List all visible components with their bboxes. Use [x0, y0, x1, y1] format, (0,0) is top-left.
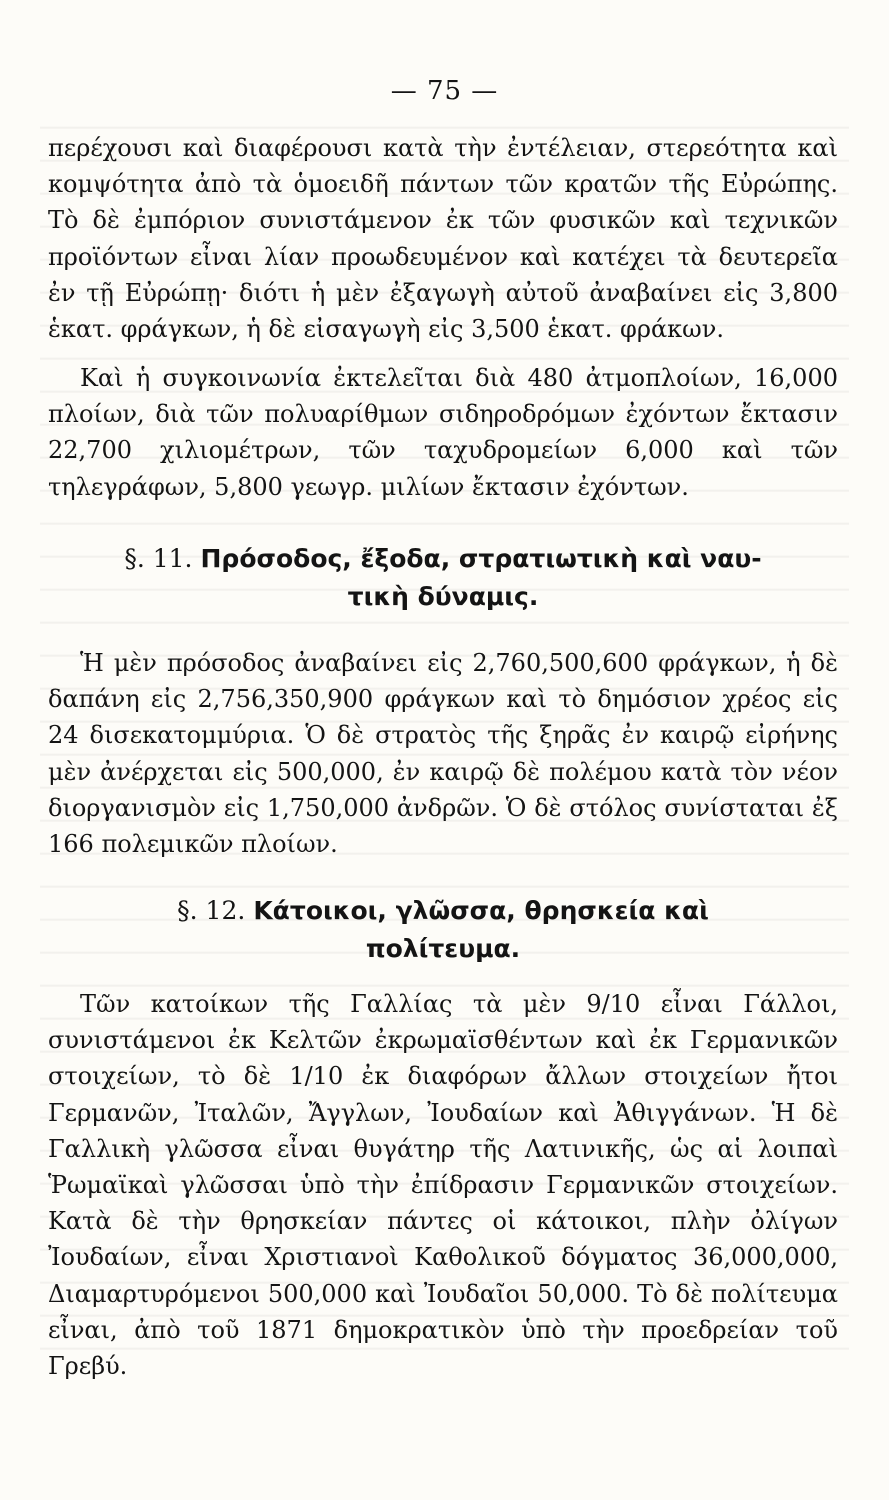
section-heading-12: [48, 892, 838, 968]
section-mark: §. 11.: [124, 544, 193, 573]
paragraph-industry-trade: περέχουσι καὶ διαφέρουσι κατὰ τὴν ἐντέλειαν, στερεότητα καὶ κομψότητα ἀπὸ τὰ ὁμοειδῆ πάντων τῶν κρατῶν τῆς Εὐρώπης. Τὸ δὲ ἐμπόριον συνιστάμενον ἐκ τῶν φυσικῶν καὶ τεχνικῶν προϊόντων εἶναι λίαν προωδευμένον καὶ κατέχει τὰ δευτερεῖα ἐν τῇ Εὐρώπῃ· διότι ἡ μὲν ἐξαγωγὴ αὐτοῦ ἀναβαίνει εἰς 3,800 ἑκατ. φράγκων, ἡ δὲ εἰσαγωγὴ εἰς 3,500 ἑκατ. φράκων.: [48, 134, 838, 344]
section-title-line-2: τικὴ δύναμις.: [347, 582, 539, 611]
section-mark: §. 12.: [177, 896, 246, 925]
section-heading-11: [48, 540, 838, 616]
section-title-line-1: Πρόσοδος, ἔξοδα, στρατιωτικὴ καὶ ναυ-: [200, 544, 762, 573]
paragraph-communications: Καὶ ἡ συγκοινωνία ἐκτελεῖται διὰ 480 ἀτμοπλοίων, 16,000 πλοίων, διὰ τῶν πολυαρίθμων σιδηροδρόμων ἐχόντων ἔκτασιν 22,700 χιλιομέτρων, τῶν ταχυδρομείων 6,000 καὶ τῶν τηλεγράφων, 5,800 γεωγρ. μιλίων ἔκτασιν ἐχόντων.: [48, 364, 838, 501]
paragraph-revenue-military: Ἡ μὲν πρόσοδος ἀναβαίνει εἰς 2,760,500,600 φράγκων, ἡ δὲ δαπάνη εἰς 2,756,350,900 φράγκων καὶ τὸ δημόσιον χρέος εἰς 24 δισεκατομμύρια. Ὁ δὲ στρατὸς τῆς ξηρᾶς ἐν καιρῷ εἰρήνης μὲν ἀνέρχεται εἰς 500,000, ἐν καιρῷ δὲ πολέμου κατὰ τὸν νέον διοργανισμὸν εἰς 1,750,000 ἀνδρῶν. Ὁ δὲ στόλος συνίσταται ἐξ 166 πολεμικῶν πλοίων.: [48, 649, 838, 859]
section-title-line-1: Κάτοικοι, γλῶσσα, θρησκεία καὶ: [253, 896, 709, 925]
section-title-line-2: πολίτευμα.: [365, 934, 521, 963]
paragraph-inhabitants-language-religion: Τῶν κατοίκων τῆς Γαλλίας τὰ μὲν 9/10 εἶναι Γάλλοι, συνιστάμενοι ἐκ Κελτῶν ἐκρωμαϊσθέντων καὶ ἐκ Γερμανικῶν στοιχείων, τὸ δὲ 1/10 ἐκ διαφόρων ἄλλων στοιχείων ἤτοι Γερμανῶν, Ἰταλῶν, Ἄγγλων, Ἰουδαίων καὶ Ἀθιγγάνων. Ἡ δὲ Γαλλικὴ γλῶσσα εἶναι θυγάτηρ τῆς Λατινικῆς, ὡς αἱ λοιπαὶ Ῥωμαϊκαὶ γλῶσσαι ὑπὸ τὴν ἐπίδρασιν Γερμανικῶν στοιχείων. Κατὰ δὲ τὴν θρησκείαν πάντες οἱ κάτοικοι, πλὴν ὀλίγων Ἰουδαίων, εἶναι Χριστιανοὶ Καθολικοῦ δόγματος 36,000,000, Διαμαρτυρόμενοι 500,000 καὶ Ἰουδαῖοι 50,000. Τὸ δὲ πολίτευμα εἶναι, ἀπὸ τοῦ 1871 δημοκρατικὸν ὑπὸ τὴν προεδρείαν τοῦ Γρεβύ.: [48, 990, 838, 1381]
page-number: — 75 —: [390, 76, 499, 106]
